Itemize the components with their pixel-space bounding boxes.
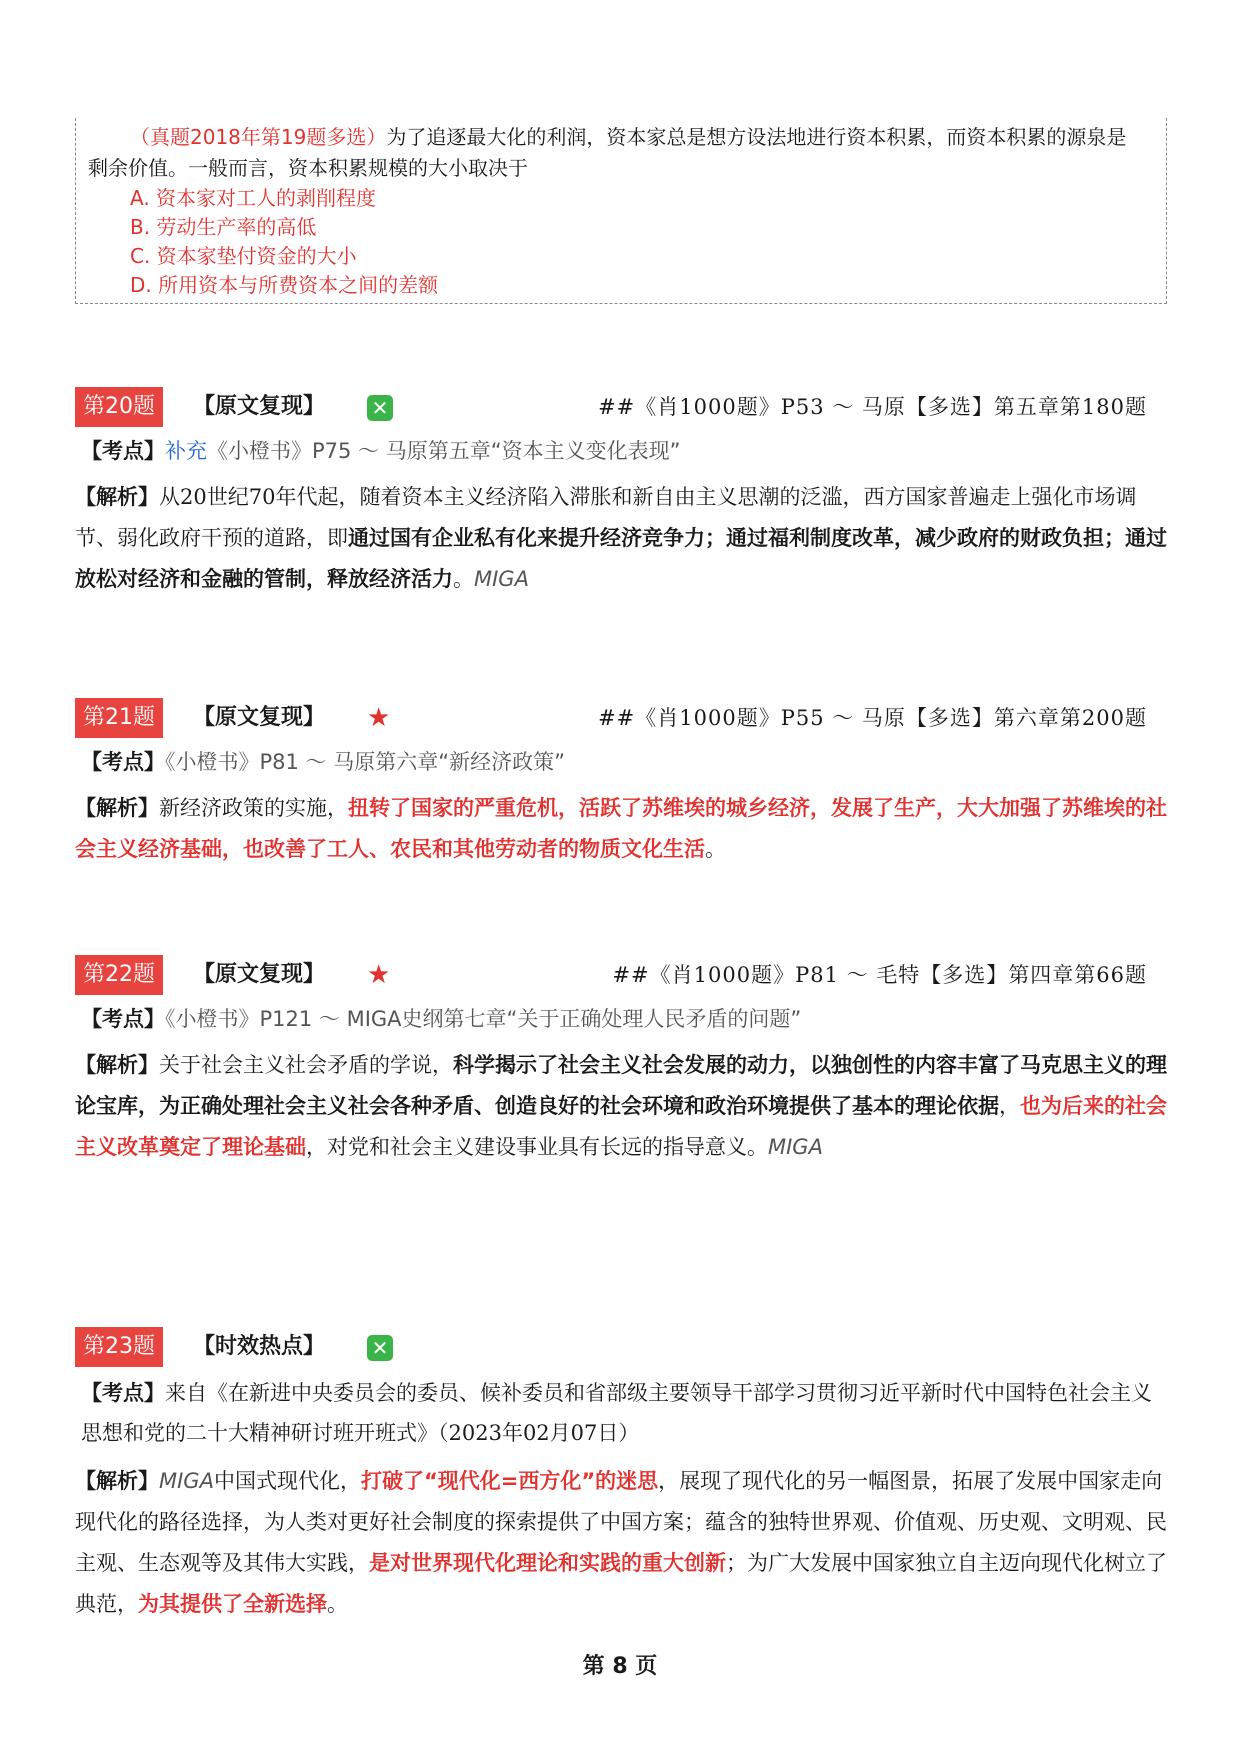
question-22-header <box>75 955 1167 995</box>
kaodian-line: 【考点】来自《在新进中央委员会的委员、候补委员和省部级主要领导干部学习贯彻习近平新时代中国特色社会主义思想和党的二十大精神研讨班开班式》（2023年02月07日） <box>81 1381 1152 1445</box>
question-number: 第20题 <box>75 387 163 427</box>
question-tag: 【原文复现】 <box>193 394 326 419</box>
question-19-box <box>75 118 1167 304</box>
cross-mark-icon: ✕ <box>367 395 393 421</box>
watermark-text: MIGA <box>768 1135 823 1159</box>
option-c: C. 资本家垫付资金的大小 <box>130 244 357 268</box>
question-20 <box>75 387 1167 600</box>
question-reference: ##《肖1000题》P55 ～ 马原【多选】第六章第200题 <box>598 706 1147 730</box>
star-icon: ★ <box>367 703 391 733</box>
question-22 <box>75 955 1167 1168</box>
question-tag: 【原文复现】 <box>193 705 326 730</box>
question-tag: 【时效热点】 <box>193 1334 326 1359</box>
question-19-stem: （真题2018年第19题多选）为了追逐最大化的利润，资本家总是想方设法地进行资本积累，而资本积累的源泉是 <box>130 125 1127 149</box>
question-tag: 【原文复现】 <box>193 962 326 987</box>
kaodian-line: 【考点】补充《小橙书》P75 ～ 马原第五章“资本主义变化表现” <box>81 439 681 463</box>
page-number: 第 8 页 <box>582 1654 658 1679</box>
question-21-header <box>75 698 1167 738</box>
kaodian-prefix: 补充 <box>165 439 207 463</box>
star-icon: ★ <box>367 960 391 990</box>
question-23 <box>75 1327 1167 1625</box>
kaodian-line: 【考点】《小橙书》P81 ～ 马原第六章“新经济政策” <box>81 750 565 774</box>
jiexi-paragraph: 【解析】新经济政策的实施，扭转了国家的严重危机，活跃了苏维埃的城乡经济，发展了生产，大大加强了苏维埃的社会主义经济基础，也改善了工人、农民和其他劳动者的物质文化生活。 <box>75 796 1167 861</box>
question-21 <box>75 698 1167 870</box>
question-19-source: （真题2018年第19题多选） <box>130 125 387 149</box>
question-19-stem-cont: 剩余价值。一般而言，资本积累规模的大小取决于 <box>88 156 528 180</box>
question-23-header <box>75 1327 1167 1367</box>
question-number: 第22题 <box>75 955 163 995</box>
option-a: A. 资本家对工人的剥削程度 <box>130 186 377 210</box>
question-number: 第21题 <box>75 698 163 738</box>
cross-mark-icon: ✕ <box>367 1335 393 1361</box>
watermark-text: MIGA <box>474 567 529 591</box>
question-reference: ##《肖1000题》P53 ～ 马原【多选】第五章第180题 <box>598 395 1147 419</box>
kaodian-line: 【考点】《小橙书》P121 ～ MIGA史纲第七章“关于正确处理人民矛盾的问题” <box>81 1007 802 1031</box>
option-d: D. 所用资本与所费资本之间的差额 <box>130 273 439 297</box>
jiexi-paragraph: 【解析】从20世纪70年代起，随着资本主义经济陷入滞胀和新自由主义思潮的泛滥，西方国家普遍走上强化市场调节、弱化政府干预的道路，即通过国有企业私有化来提升经济竞争力；通过福利制度改革，减少政府的财政负担；通过放松对经济和金融的管制，释放经济活力。MIGA <box>75 485 1167 591</box>
jiexi-paragraph: 【解析】关于社会主义社会矛盾的学说，科学揭示了社会主义社会发展的动力，以独创性的内容丰富了马克思主义的理论宝库，为正确处理社会主义社会各种矛盾、创造良好的社会环境和政治环境提供了基本的理论依据，也为后来的社会主义改革奠定了理论基础，对党和社会主义建设事业具有长远的指导意义。MIGA <box>75 1053 1167 1159</box>
question-number: 第23题 <box>75 1327 163 1367</box>
question-reference: ##《肖1000题》P81 ～ 毛特【多选】第四章第66题 <box>612 963 1147 987</box>
watermark-text: MIGA <box>159 1469 214 1493</box>
question-20-header <box>75 387 1167 427</box>
jiexi-paragraph: 【解析】MIGA中国式现代化，打破了“现代化=西方化”的迷思，展现了现代化的另一幅图景，拓展了发展中国家走向现代化的路径选择，为人类对更好社会制度的探索提供了中国方案；蕴含的独特世界观、价值观、历史观、文明观、民主观、生态观等及其伟大实践，是对世界现代化理论和实践的重大创新；为广大发展中国家独立自主迈向现代化树立了典范，为其提供了全新选择。 <box>75 1469 1167 1616</box>
option-b: B. 劳动生产率的高低 <box>130 215 317 239</box>
